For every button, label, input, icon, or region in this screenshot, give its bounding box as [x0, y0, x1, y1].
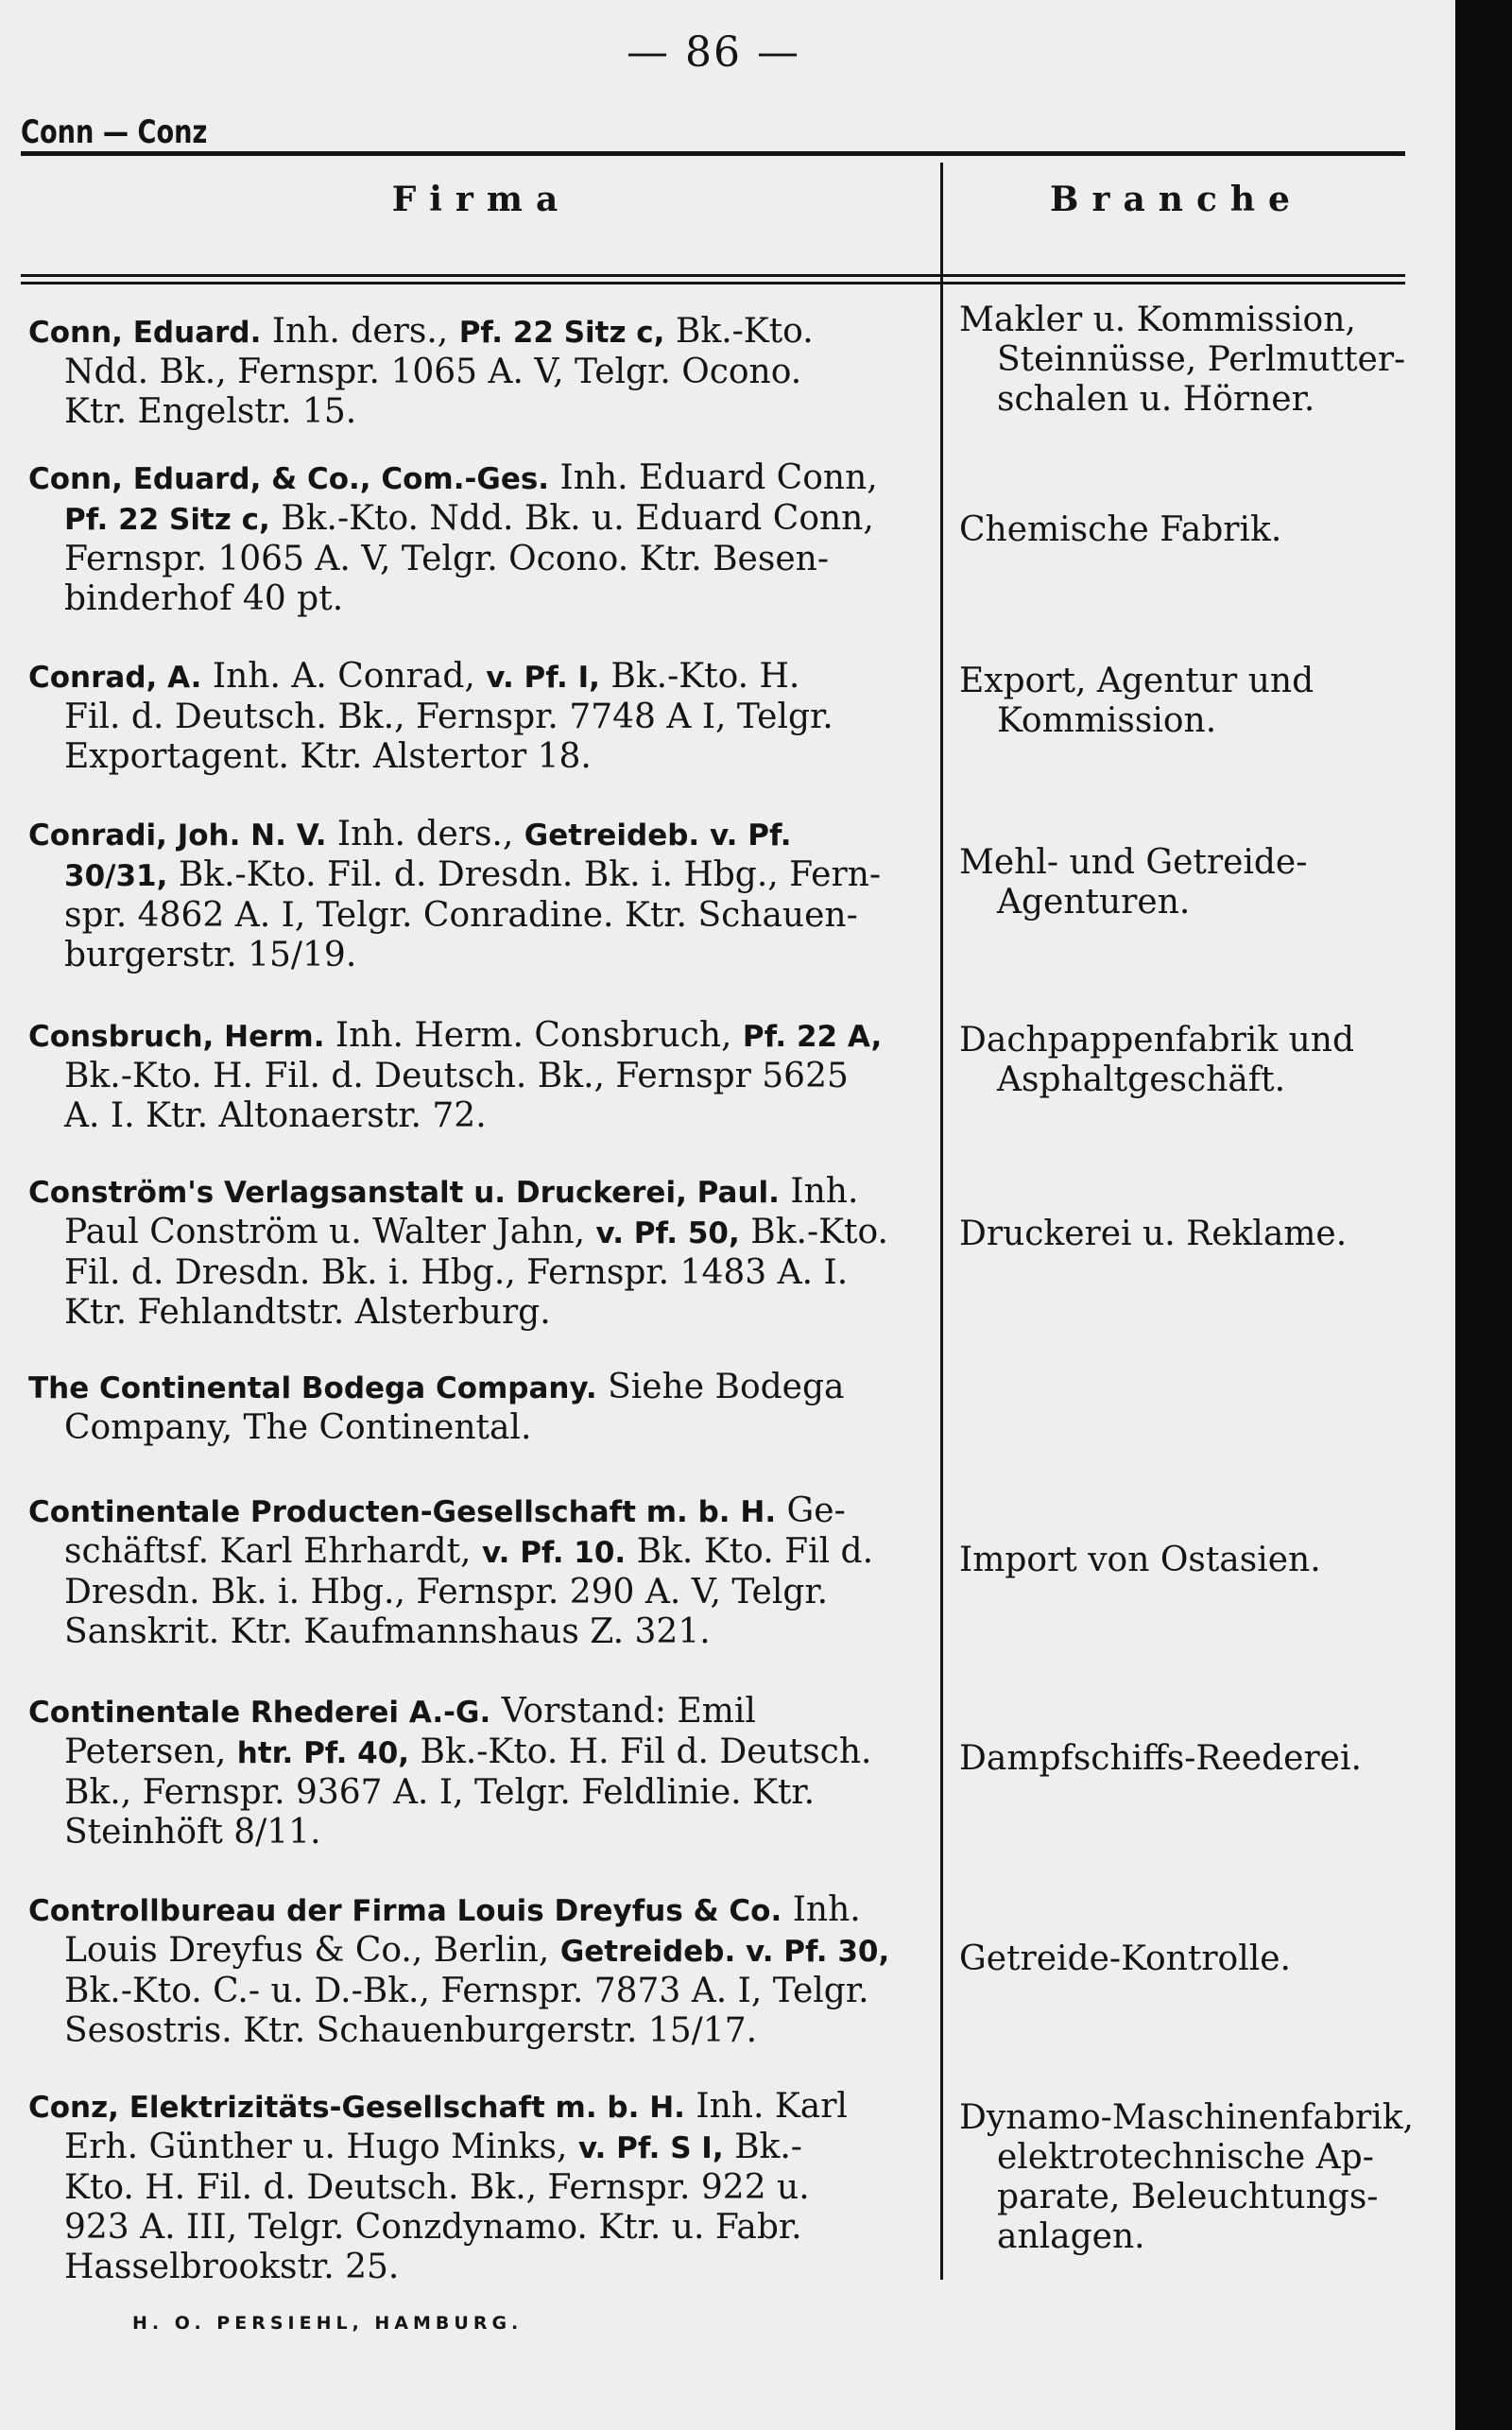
- top-rule: [21, 151, 1405, 156]
- branche-entry: Dachpappenfabrik und Asphaltgeschäft.: [959, 1021, 1354, 1099]
- column-header-firma: Firma: [391, 180, 572, 219]
- firm-name: Conradi, Joh. N. V.: [28, 819, 327, 853]
- directory-entry: Conström's Verlagsanstalt u. Druckerei, Paul. Inh. Paul Conström u. Walter Jahn, v. Pf. 50, Bk.-Kto. Fil. d. Dresdn. Bk. i. Hbg., Fernspr. 1483 A. I. Ktr. Fehlandtstr. Alsterburg.: [28, 1172, 888, 1332]
- firm-name: Controllbureau der Firma Louis Dreyfus & Co.: [28, 1894, 782, 1928]
- page-number: — 86 —: [627, 28, 800, 77]
- firm-name: Conrad, A.: [28, 661, 202, 695]
- firm-name: Continentale Producten-Gesellschaft m. b. H.: [28, 1495, 777, 1529]
- branche-entry: Druckerei u. Reklame.: [959, 1215, 1348, 1253]
- directory-entry: Conradi, Joh. N. V. Inh. ders., Getreideb. v. Pf. 30/31, Bk.-Kto. Fil. d. Dresdn. Bk. i. Hbg., Fern- spr. 4862 A. I, Telgr. Conradine. Ktr. Schauen- burgerstr. 15/19.: [28, 815, 882, 974]
- firm-name: Consbruch, Herm.: [28, 1020, 325, 1054]
- printer-imprint: H. O. PERSIEHL, HAMBURG.: [132, 2313, 524, 2334]
- header-rule-upper: [21, 274, 1405, 277]
- firm-name: Continentale Rhederei A.-G.: [28, 1696, 491, 1730]
- branche-entry: Dynamo-Maschinenfabrik, elektrotechnische Ap- parate, Beleuchtungs- anlagen.: [959, 2098, 1414, 2256]
- directory-entry: Conn, Eduard, & Co., Com.-Ges. Inh. Eduard Conn, Pf. 22 Sitz c, Bk.-Kto. Ndd. Bk. u. Eduard Conn, Fernspr. 1065 A. V, Telgr. Ocono. Ktr. Besen- binderhof 40 pt.: [28, 458, 878, 618]
- column-header-branche: Branche: [1050, 180, 1303, 219]
- directory-entry: Continentale Producten-Gesellschaft m. b. H. Ge- schäftsf. Karl Ehrhardt, v. Pf. 10. Bk. Kto. Fil d. Dresdn. Bk. i. Hbg., Fernspr. 290 A. V, Telgr. Sanskrit. Ktr. Kaufmannshaus Z. 321.: [28, 1491, 874, 1651]
- column-divider: [940, 163, 943, 2280]
- directory-entry: Controllbureau der Firma Louis Dreyfus & Co. Inh. Louis Dreyfus & Co., Berlin, Getreideb. v. Pf. 30, Bk.-Kto. C.- u. D.-Bk., Fernspr. 7873 A. I, Telgr. Sesostris. Ktr. Schauenburgerstr. 15/17.: [28, 1890, 890, 2050]
- firm-name: Conz, Elektrizitäts-Gesellschaft m. b. H.: [28, 2091, 685, 2125]
- branche-entry: Chemische Fabrik.: [959, 510, 1282, 549]
- directory-entry: The Continental Bodega Company. Siehe Bodega Company, The Continental.: [28, 1368, 845, 1447]
- header-rule-lower: [21, 282, 1405, 284]
- directory-entry: Conn, Eduard. Inh. ders., Pf. 22 Sitz c, Bk.-Kto. Ndd. Bk., Fernspr. 1065 A. V, Telgr. Ocono. Ktr. Engelstr. 15.: [28, 312, 814, 431]
- branche-entry: Dampfschiffs-Reederei.: [959, 1739, 1362, 1778]
- directory-entry: Continentale Rhederei A.-G. Vorstand: Emil Petersen, htr. Pf. 40, Bk.-Kto. H. Fil d. Deutsch. Bk., Fernspr. 9367 A. I, Telgr. Feldlinie. Ktr. Steinhöft 8/11.: [28, 1692, 872, 1852]
- firm-name: Conström's Verlagsanstalt u. Druckerei, Paul.: [28, 1176, 780, 1210]
- branche-entry: Export, Agentur und Kommission.: [959, 662, 1314, 740]
- directory-entry: Conrad, A. Inh. A. Conrad, v. Pf. I, Bk.-Kto. H. Fil. d. Deutsch. Bk., Fernspr. 7748 A I, Telgr. Exportagent. Ktr. Alstertor 18.: [28, 657, 833, 776]
- directory-entry: Consbruch, Herm. Inh. Herm. Consbruch, Pf. 22 A, Bk.-Kto. H. Fil. d. Deutsch. Bk., Fernspr 5625 A. I. Ktr. Altonaerstr. 72.: [28, 1016, 883, 1135]
- branche-entry: Getreide-Kontrolle.: [959, 1939, 1291, 1978]
- firm-name: Conn, Eduard, & Co., Com.-Ges.: [28, 462, 550, 496]
- branche-entry: Makler u. Kommission, Steinnüsse, Perlmutter- schalen u. Hörner.: [959, 301, 1406, 419]
- branche-entry: Import von Ostasien.: [959, 1541, 1321, 1579]
- running-head: Conn — Conz: [21, 113, 208, 151]
- firm-name: Conn, Eduard.: [28, 316, 262, 350]
- firm-name: The Continental Bodega Company.: [28, 1371, 597, 1405]
- branche-entry: Mehl- und Getreide- Agenturen.: [959, 843, 1308, 922]
- directory-entry: Conz, Elektrizitäts-Gesellschaft m. b. H. Inh. Karl Erh. Günther u. Hugo Minks, v. Pf. S I, Bk.- Kto. H. Fil. d. Deutsch. Bk., Fernspr. 922 u. 923 A. III, Telgr. Conzdynamo. Ktr. u. Fabr. Hasselbrookstr. 25.: [28, 2087, 848, 2286]
